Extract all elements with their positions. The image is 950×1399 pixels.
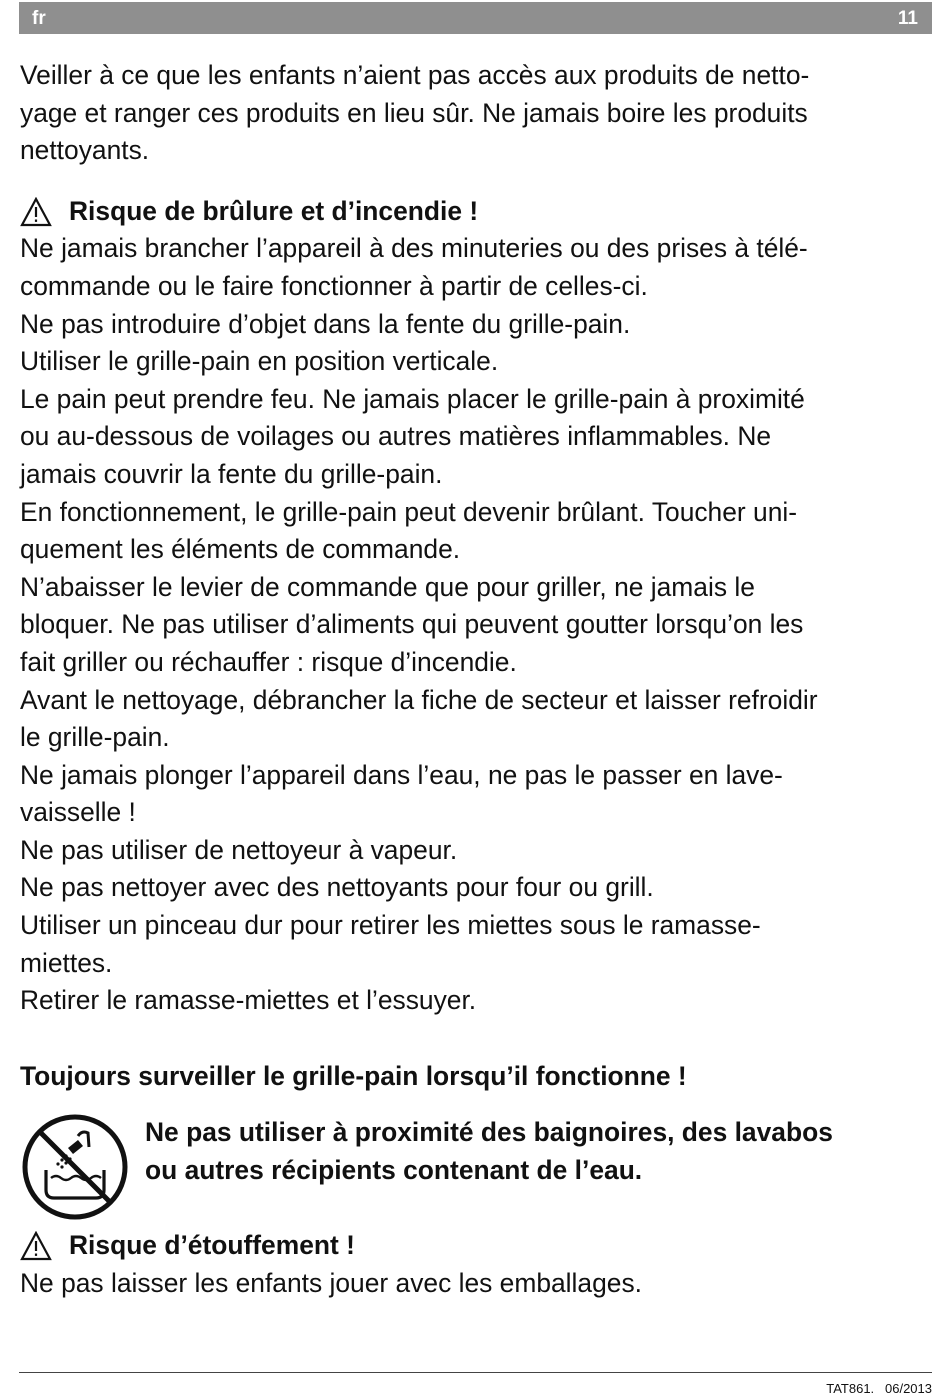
suffocation-warning-title: Risque d’étouffement ! [69, 1230, 355, 1261]
text-line: Veiller à ce que les enfants n’aient pas accès aux produits de netto- [20, 60, 810, 90]
footer-divider [19, 1372, 932, 1373]
water-warning-text [145, 1114, 833, 1189]
text-line: N’abaisser le levier de commande que pour griller, ne jamais le [20, 571, 755, 602]
text-line: Le pain peut prendre feu. Ne jamais placer le grille-pain à proximité [20, 383, 805, 414]
page-number: 11 [897, 8, 918, 29]
text-line: yage et ranger ces produits en lieu sûr. Ne jamais boire les produits [20, 97, 808, 128]
text-line: Ne jamais brancher l’appareil à des minuteries ou des prises à télé- [20, 233, 808, 264]
text-line: Ne pas utiliser de nettoyeur à vapeur. [20, 834, 458, 865]
text-line: Ne pas nettoyer avec des nettoyants pour four ou grill. [20, 872, 654, 903]
text-line: Retirer le ramasse-miettes et l’essuyer. [20, 985, 477, 1016]
burn-warning-heading [20, 193, 935, 231]
no-bath-prohibition-icon [20, 1112, 130, 1222]
burn-warning-title: Risque de brûlure et d’incendie ! [69, 195, 479, 226]
burn-warning-body [20, 230, 935, 1019]
text-line: ou autres récipients contenant de l’eau. [145, 1155, 643, 1186]
text-line: jamais couvrir la fente du grille-pain. [20, 458, 443, 489]
text-line: fait griller ou réchauffer : risque d’incendie. [20, 646, 517, 677]
text-line: quement les éléments de commande. [20, 534, 461, 565]
warning-triangle-icon [20, 197, 52, 227]
text-line: Utiliser le grille-pain en position verticale. [20, 346, 499, 377]
document-reference: TAT861. 06/2013 [826, 1381, 932, 1396]
text-line: ou au-dessous de voilages ou autres matières inflammables. Ne [20, 421, 772, 452]
water-warning [20, 1112, 935, 1227]
text-line: En fonctionnement, le grille-pain peut devenir brûlant. Toucher uni- [20, 496, 798, 527]
text-line: Utiliser un pinceau dur pour retirer les miettes sous le ramasse- [20, 910, 761, 941]
text-line: commande ou le faire fonctionner à partir de celles-ci. [20, 270, 648, 301]
warning-triangle-icon [20, 1231, 52, 1261]
suffocation-warning-heading [20, 1227, 935, 1265]
page-content [20, 57, 935, 1303]
intro-paragraph [20, 57, 935, 170]
text-line: le grille-pain. [20, 722, 170, 753]
text-line: Ne jamais plonger l’appareil dans l’eau, ne pas le passer en lave- [20, 759, 783, 790]
text-line: nettoyants. [20, 135, 150, 166]
suffocation-warning-body [20, 1265, 935, 1303]
text-line: Ne pas introduire d’objet dans la fente du grille-pain. [20, 308, 631, 339]
text-line: Avant le nettoyage, débrancher la fiche de secteur et laisser refroidir [20, 684, 818, 715]
supervise-notice: Toujours surveiller le grille-pain lorsqu’il fonctionne ! [20, 1060, 687, 1091]
text-line: Ne pas utiliser à proximité des baignoires, des lavabos [145, 1117, 833, 1148]
text-line: vaisselle ! [20, 797, 136, 828]
text-line: bloquer. Ne pas utiliser d’aliments qui peuvent goutter lorsqu’on les [20, 609, 804, 640]
text-line: miettes. [20, 947, 113, 978]
text-line: Ne pas laisser les enfants jouer avec les emballages. [20, 1268, 642, 1299]
language-code: fr [32, 8, 46, 29]
page-header-bar [19, 2, 932, 34]
